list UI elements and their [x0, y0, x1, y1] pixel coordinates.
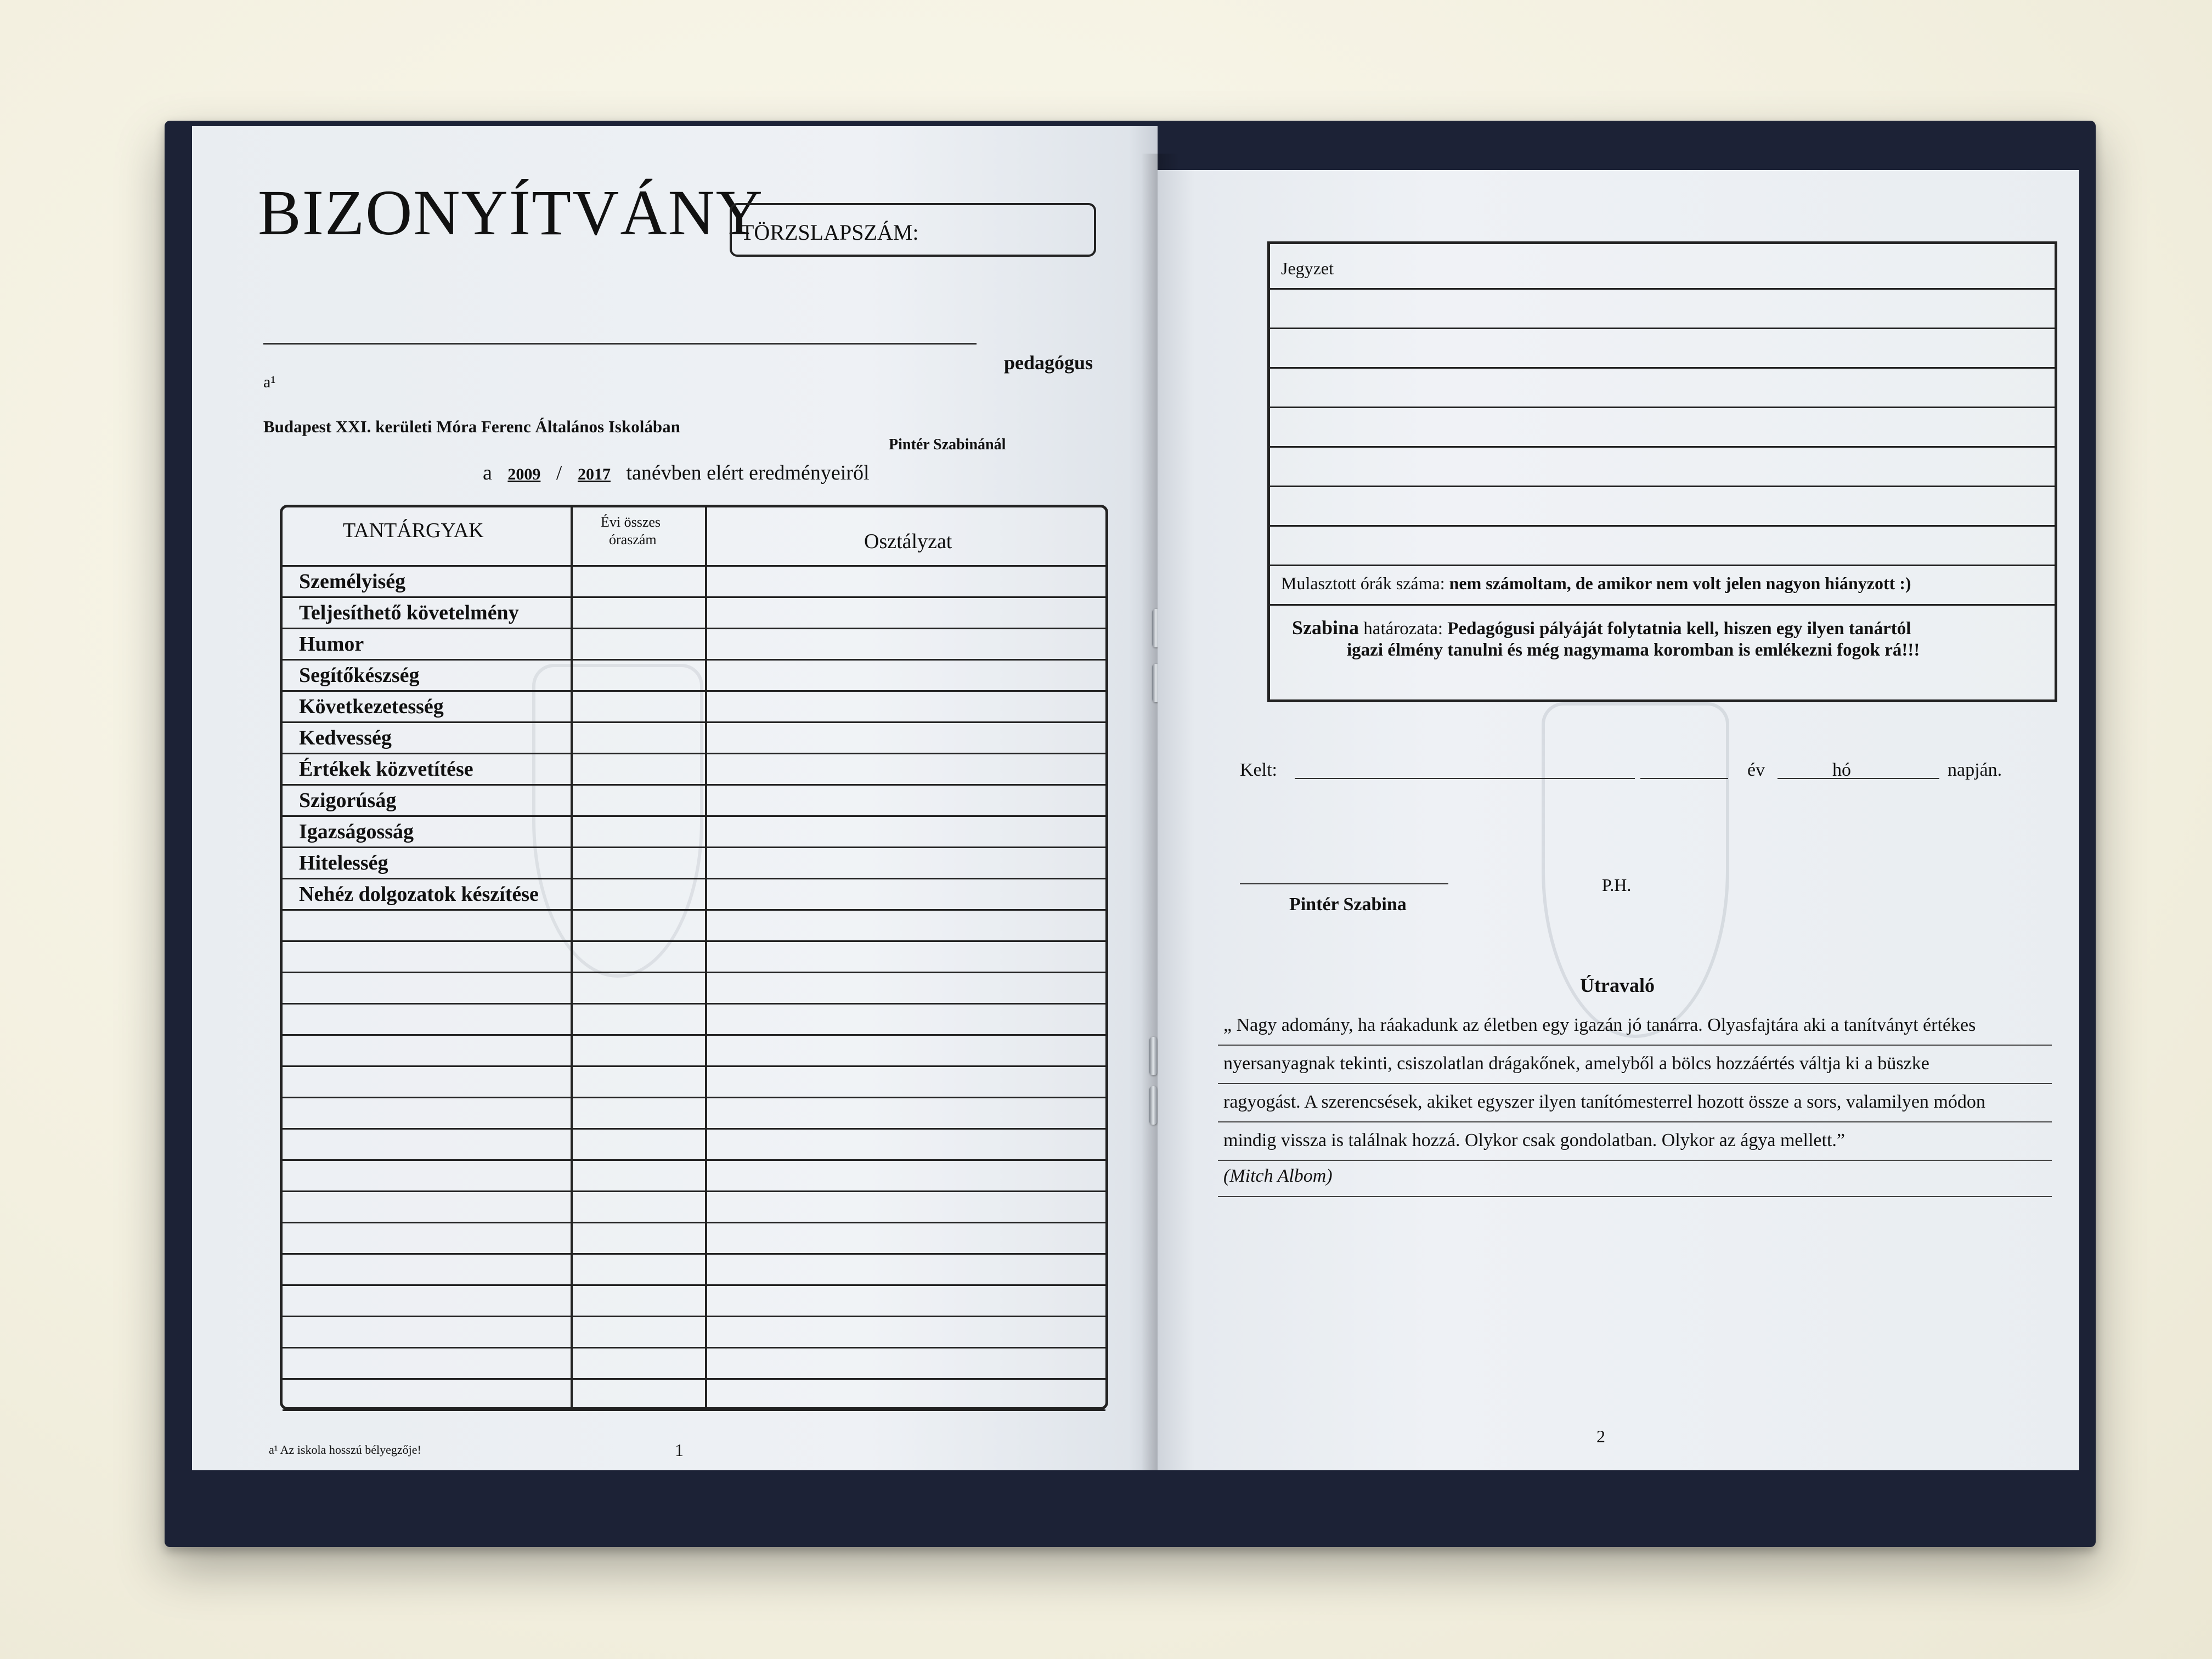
year-to: 2017 — [577, 465, 611, 483]
subject-name: Humor — [299, 633, 364, 656]
column-separator — [705, 507, 707, 1407]
table-row-divider — [283, 1253, 1105, 1255]
table-row-divider — [283, 1378, 1105, 1380]
note-line — [1270, 446, 2055, 448]
table-row-divider — [283, 940, 1105, 942]
decision-text-2: igazi élmény tanulni és még nagymama koromban is emlékezni fogok rá!!! — [1347, 640, 1920, 660]
note-line — [1270, 604, 2055, 606]
table-row-divider — [283, 1159, 1105, 1161]
subjects-header: TANTÁRGYAK — [343, 519, 484, 542]
quote-line: ragyogást. A szerencsések, akiket egyszer ilyen tanítómesterrel hozott össze a sors, valamilyen módon — [1223, 1092, 1985, 1112]
kelt-label: Kelt: — [1240, 760, 1277, 780]
signer-name: Pintér Szabina — [1289, 894, 1407, 915]
table-row-divider — [283, 815, 1105, 817]
table-row-divider — [283, 1097, 1105, 1098]
left-page — [192, 126, 1158, 1470]
farewell-title: Útravaló — [1580, 974, 1655, 996]
kelt-place-line — [1295, 778, 1635, 779]
signature-line — [1240, 883, 1448, 884]
subject-name: Segítőkészség — [299, 664, 420, 687]
quote-line: mindig vissza is találnak hozzá. Olykor csak gondolatban. Olykor az ágya mellett.” — [1223, 1130, 1845, 1150]
teacher-at: Pintér Szabinánál — [889, 436, 1006, 453]
table-row-divider — [283, 1284, 1105, 1286]
certificate-title: BIZONYÍTVÁNY — [258, 177, 764, 249]
note-line — [1270, 367, 2055, 369]
table-row-divider — [283, 1222, 1105, 1223]
table-row-divider — [283, 1316, 1105, 1317]
year-blank-line — [1778, 778, 1876, 779]
grade-header: Osztályzat — [864, 530, 952, 553]
year-separator: / — [556, 461, 562, 484]
absences-label: Mulasztott órák száma: — [1281, 573, 1445, 593]
table-row-divider — [283, 1190, 1105, 1192]
notes-box — [1267, 241, 2057, 702]
table-row-divider — [283, 659, 1105, 661]
decision-label: határozata: — [1363, 619, 1443, 639]
table-row-divider — [283, 721, 1105, 723]
note-line — [1270, 328, 2055, 329]
quote-line-rule — [1218, 1045, 2052, 1046]
note-line — [1270, 407, 2055, 408]
school-name: Budapest XXI. kerületi Móra Ferenc Általános Iskolában — [263, 417, 680, 436]
subject-name: Igazságosság — [299, 820, 414, 843]
grades-table — [280, 505, 1108, 1410]
note-line — [1270, 288, 2055, 290]
absences-line — [1281, 573, 1911, 594]
year-label: év — [1747, 760, 1765, 780]
staple — [1149, 1086, 1157, 1125]
hours-header-2: óraszám — [609, 532, 657, 548]
subject-name: Teljesíthető követelmény — [299, 601, 519, 624]
quote-line-rule — [1218, 1196, 2052, 1197]
hours-header-1: Évi összes — [601, 514, 661, 530]
table-header-divider — [283, 565, 1105, 567]
subject-name: Értékek közvetítése — [299, 758, 473, 781]
table-row-divider — [283, 1128, 1105, 1130]
table-row-divider — [283, 628, 1105, 629]
role-label: pedagógus — [1004, 352, 1093, 374]
subject-name: Szigorúság — [299, 789, 397, 812]
footnote-marker: a¹ — [263, 373, 276, 391]
table-row-divider — [283, 1409, 1105, 1411]
year-prefix: a — [483, 461, 492, 484]
quote-line: nyersanyagnak tekinti, csiszolatlan drágakőnek, amelyből a bölcs hozzáértés váltja ki a büszke — [1223, 1053, 1929, 1074]
table-row-divider — [283, 753, 1105, 754]
absences-value: nem számoltam, de amikor nem volt jelen nagyon hiányzott :) — [1449, 573, 1911, 593]
month-blank-line — [1863, 778, 1939, 779]
year-from: 2009 — [507, 465, 541, 483]
table-row-divider — [283, 909, 1105, 911]
staple — [1149, 1037, 1157, 1075]
decision-line-1 — [1292, 616, 1911, 639]
quote-line-rule — [1218, 1083, 2052, 1084]
table-row-divider — [283, 596, 1105, 598]
subject-name: Kedvesség — [299, 726, 392, 749]
table-row-divider — [283, 878, 1105, 879]
table-row-divider — [283, 847, 1105, 848]
page-number-left: 1 — [675, 1440, 684, 1460]
table-row-divider — [283, 1065, 1105, 1067]
table-row-divider — [283, 1347, 1105, 1348]
column-separator — [571, 507, 573, 1407]
quote-line-rule — [1218, 1160, 2052, 1161]
stamp-label: P.H. — [1602, 875, 1632, 895]
table-row-divider — [283, 972, 1105, 973]
note-line — [1270, 486, 2055, 487]
page-number-right: 2 — [1596, 1426, 1605, 1446]
kelt-place-line-2 — [1640, 778, 1728, 779]
table-row-divider — [283, 784, 1105, 786]
notes-label: Jegyzet — [1281, 258, 1334, 278]
note-line — [1270, 565, 2055, 566]
note-line — [1270, 525, 2055, 527]
decision-name: Szabina — [1292, 617, 1359, 639]
subject-name: Személyiség — [299, 570, 406, 593]
quote-line: „ Nagy adomány, ha ráakadunk az életben egy igazán jó tanárra. Olyasfajtára aki a tanítványt értékes — [1223, 1015, 1976, 1035]
decision-text-1: Pedagógusi pályáját folytatnia kell, hiszen egy ilyen tanártól — [1447, 619, 1911, 639]
subject-name: Nehéz dolgozatok készítése — [299, 883, 539, 906]
quote-line-rule — [1218, 1121, 2052, 1122]
right-page — [1158, 170, 2079, 1470]
registry-number-label: TÖRZSLAPSZÁM: — [741, 220, 919, 245]
subject-name: Következetesség — [299, 695, 444, 718]
table-row-divider — [283, 1003, 1105, 1005]
table-row-divider — [283, 1034, 1105, 1036]
name-line — [263, 343, 977, 345]
month-label: hó — [1832, 760, 1851, 780]
footer-note: a¹ Az iskola hosszú bélyegzője! — [269, 1443, 421, 1457]
year-line — [483, 461, 870, 485]
day-label: napján. — [1948, 760, 2002, 780]
year-suffix: tanévben elért eredményeiről — [626, 461, 870, 484]
quote-author: (Mitch Albom) — [1223, 1166, 1333, 1186]
table-row-divider — [283, 690, 1105, 692]
subject-name: Hitelesség — [299, 851, 388, 874]
